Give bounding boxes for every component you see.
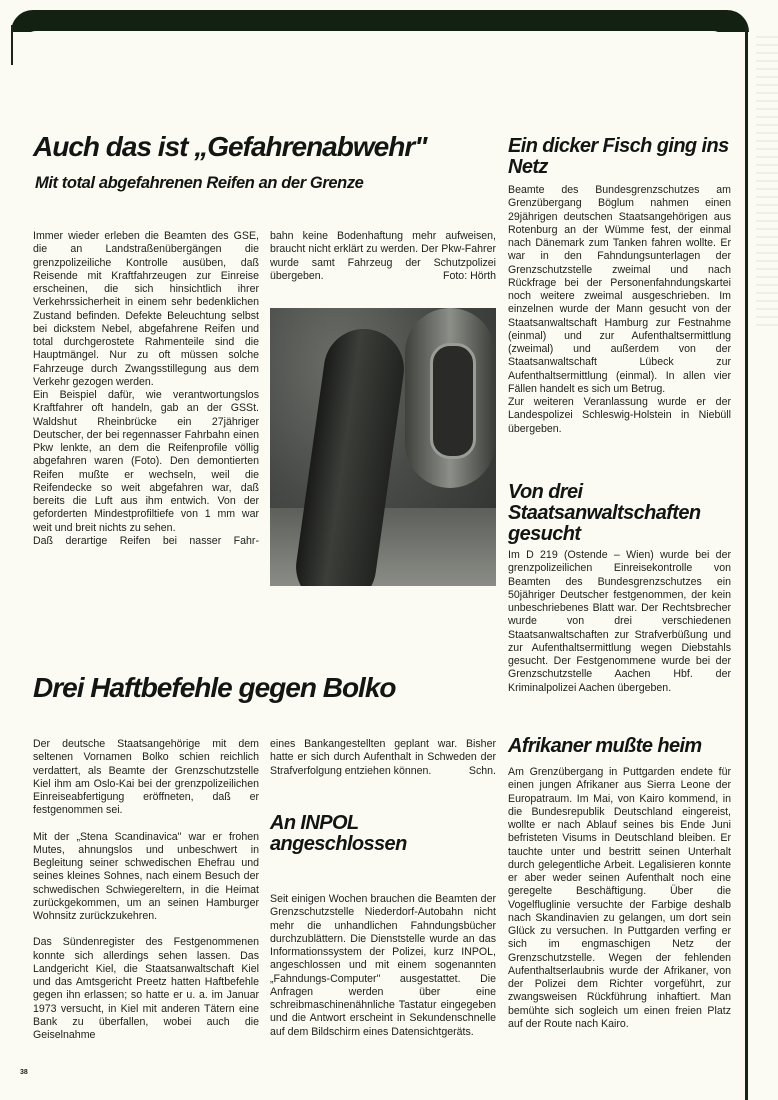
article-title-inpol: An INPOL angeschlossen [270,812,407,855]
author-initials: Schn. [468,764,496,777]
paragraph: Beamte des Bundesgrenzschutzes am Grenzübergang Böglum nahmen einen 29jährigen deutschen Staatsangehörigen aus Rotenburg an der Wümme fest, der einmal nach Dänemark zum Tanken fahren wollte. Er war in den Fahndungsunterlagen der Grenzschutzstelle zweimal und nach Rückfrage bei der Personenfahndungskartei noch weitere zweimal ausgeschrieben. Im einzelnen wurde der Mann gesucht von der Staatsanwaltschaft Hamburg zur Festnahme (einmal) und zur Aufenthaltsermittlung (zweimal) und außerdem von der Staatsanwaltschaft Lübeck zur Aufenthaltsermittlung (einmal). In allen vier Fällen handelt es sich um Betrug. [508,184,731,395]
paragraph: Das Sündenregister des Festgenommenen konnte sich allerdings sehen lassen. Das Landgericht Kiel, die Staatsanwaltschaft Kiel und das Amtsgericht Preetz hatten Haftbefehle gegen ihn erlassen; so hatte er u. a. im Januar 1973 versucht, in Kiel mit anderen Tätern eine Bank zu überfallen, wobei auch die Geiselnahme [33,936,259,1041]
article-title-gefahrenabwehr: Auch das ist „Gefahrenabwehr" [33,131,427,162]
article3-body: Im D 219 (Ostende – Wien) wurde bei der grenzpolizeilichen Einreisekontrolle von Beamten des Bundesgrenzschutzes ein 50jähriger Deutscher festgenommen, der kein unbeschriebenes Blatt war. Der Rechtsbrecher wurde von drei verschiedenen Staatsanwaltschaften zur Strafverbüßung und zur Aufenthaltsermittlung wegen Diebstahls gesucht. Der Festgenommene wurde bei der Grenzschutzstelle Aachen Hbf. der Kriminalpolizei Aachen übergeben. [508,549,731,694]
article-title-staatsanwaltschaften: Von drei Staatsanwaltschaften gesucht [508,481,701,545]
right-border-line [745,25,748,1100]
article-subtitle-reifen: Mit total abgefahrenen Reifen an der Grenze [35,174,364,192]
paragraph: bahn keine Bodenhaftung mehr aufweisen, braucht nicht erklärt zu werden. Der Pkw-Fahrer wurde samt Fahrzeug der Schutzpolizei übergeben. [270,230,496,282]
paragraph: Zur weiteren Veranlassung wurde er der Landespolizei Schleswig-Holstein in Niebüll übergeben. [508,396,731,435]
page-header-bar-inner [22,31,727,61]
scan-edge [756,30,778,330]
paragraph: Mit der „Stena Scandinavica" war er frohen Mutes, ahnungslos und unbeschwert in Begleitung seiner schwedischen Ehefrau und seines kleines Sohnes, nach einem Besuch der schwedischen Schwiegereltern, in die Heimat zurückgekommen, um an seinen Hamburger Wohnsitz zurückzukehren. [33,830,259,922]
article-title-fisch: Ein dicker Fisch ging ins Netz [508,135,729,178]
article6-body: Am Grenzübergang in Puttgarden endete für einen jungen Afrikaner aus Sierra Leone der Europatraum. Im Mai, von Kairo kommend, in die Bundesrepublik Deutschland eingereist, wollte er nach Ablauf seines bis Ende Juni befristeten Visums in Deutschland bleiben. Er tauchte unter und bestritt seinen Unterhalt durch gelegentliche Arbeit. Legalisieren konnte er aber weder seinen Aufenthalt noch eine geregelte Beschäftigung. Über die Vogelfluglinie versuchte der Farbige deshalb nach Skandinavien zu gelangen, um dort sein Glück zu versuchen. In Puttgarden verfing er sich im engmaschigen Netz der Grenzschutzstelle. Wegen der fehlenden Aufenthaltserlaubnis wurde der Afrikaner, von der Polizei dem Richter vorgeführt, zur zwangsweisen Rückführung inhaftiert. Man bemühte sich sogleich um einen freien Platz auf der Route nach Kairo. [508,766,731,1030]
article-title-bolko: Drei Haftbefehle gegen Bolko [33,672,396,703]
page-header-bar [11,10,749,32]
paragraph: Der deutsche Staatsangehörige mit dem seltenen Vornamen Bolko schien reichlich verdattert, als Beamte der Grenzschutzstelle Kiel ihm am Oslo-Kai bei der grenzpolizeilichen Einreiseabfertigung eröffneten, daß er festgenommen sei. [33,738,259,817]
photo-worn-tires [270,308,496,586]
left-border-line [11,25,13,65]
article4-col1 [33,738,259,1042]
paragraph: Daß derartige Reifen bei nasser Fahr- [33,534,259,547]
paragraph: Immer wieder erleben die Beamten des GSE, die an Landstraßenübergängen die grenzpolizeiliche Kontrolle ausüben, daß Reisende mit Kraftfahrzeugen zur Einreise erscheinen, die sich hinsichtlich ihrer Verkehrssicherheit in einem sehr bedenklichen Zustand befinden. Defekte Beleuchtung selbst bei dickstem Nebel, abgefahrene Reifen und total durchgerostete Rahmenteile sind die Hauptmängel. Nur zu oft müssen solche Fahrzeuge durch Zwangsstillegung aus dem Verkehr gezogen werden. [33,230,259,388]
paragraph: Ein Beispiel dafür, wie verantwortungslos Kraftfahrer oft handeln, gab an der GSSt. Waldshut Rheinbrücke ein 27jähriger Deutscher, der bei regennasser Fahrbahn einen Pkw lenkte, an dem die Reifenprofile völlig abgefahren waren (Foto). Den demontierten Reifen mußte er wechseln, weil die Reifendecke so weit abgefahren war, daß bereits die Luft aus ihm entwich. Von der geforderten Mindestprofiltiefe von 1 mm war weit und breit nichts zu sehen. [33,389,259,534]
article1-col1 [33,230,259,548]
article1-col2 [270,230,496,283]
article-title-afrikaner: Afrikaner mußte heim [508,735,702,757]
article2-body [508,184,731,436]
photo-credit: Foto: Hörth [443,269,496,282]
paragraph: eines Bankangestellten geplant war. Bisher hatte er sich durch Aufenthalt in Schweden der Strafverfolgung entziehen können. [270,738,496,777]
article4-col2 [270,738,496,778]
page-number: 38 [20,1069,28,1076]
article5-body: Seit einigen Wochen brauchen die Beamten der Grenzschutzstelle Niederdorf-Autobahn nicht mehr die unhandlichen Fahndungsbücher durchzublättern. Die Dienststelle wurde an das Informationssystem der Polizei, kurz INPOL, angeschlossen und mit einem sogenannten „Fahndungs-Computer" ausgestattet. Die Anfragen werden über eine schreibmaschinenähnliche Tastatur eingegeben und die Antwort erscheint in Sekundenschnelle auf dem Bildschirm eines Datensichtgeräts. [270,893,496,1038]
photo-tire-hub [430,343,476,459]
